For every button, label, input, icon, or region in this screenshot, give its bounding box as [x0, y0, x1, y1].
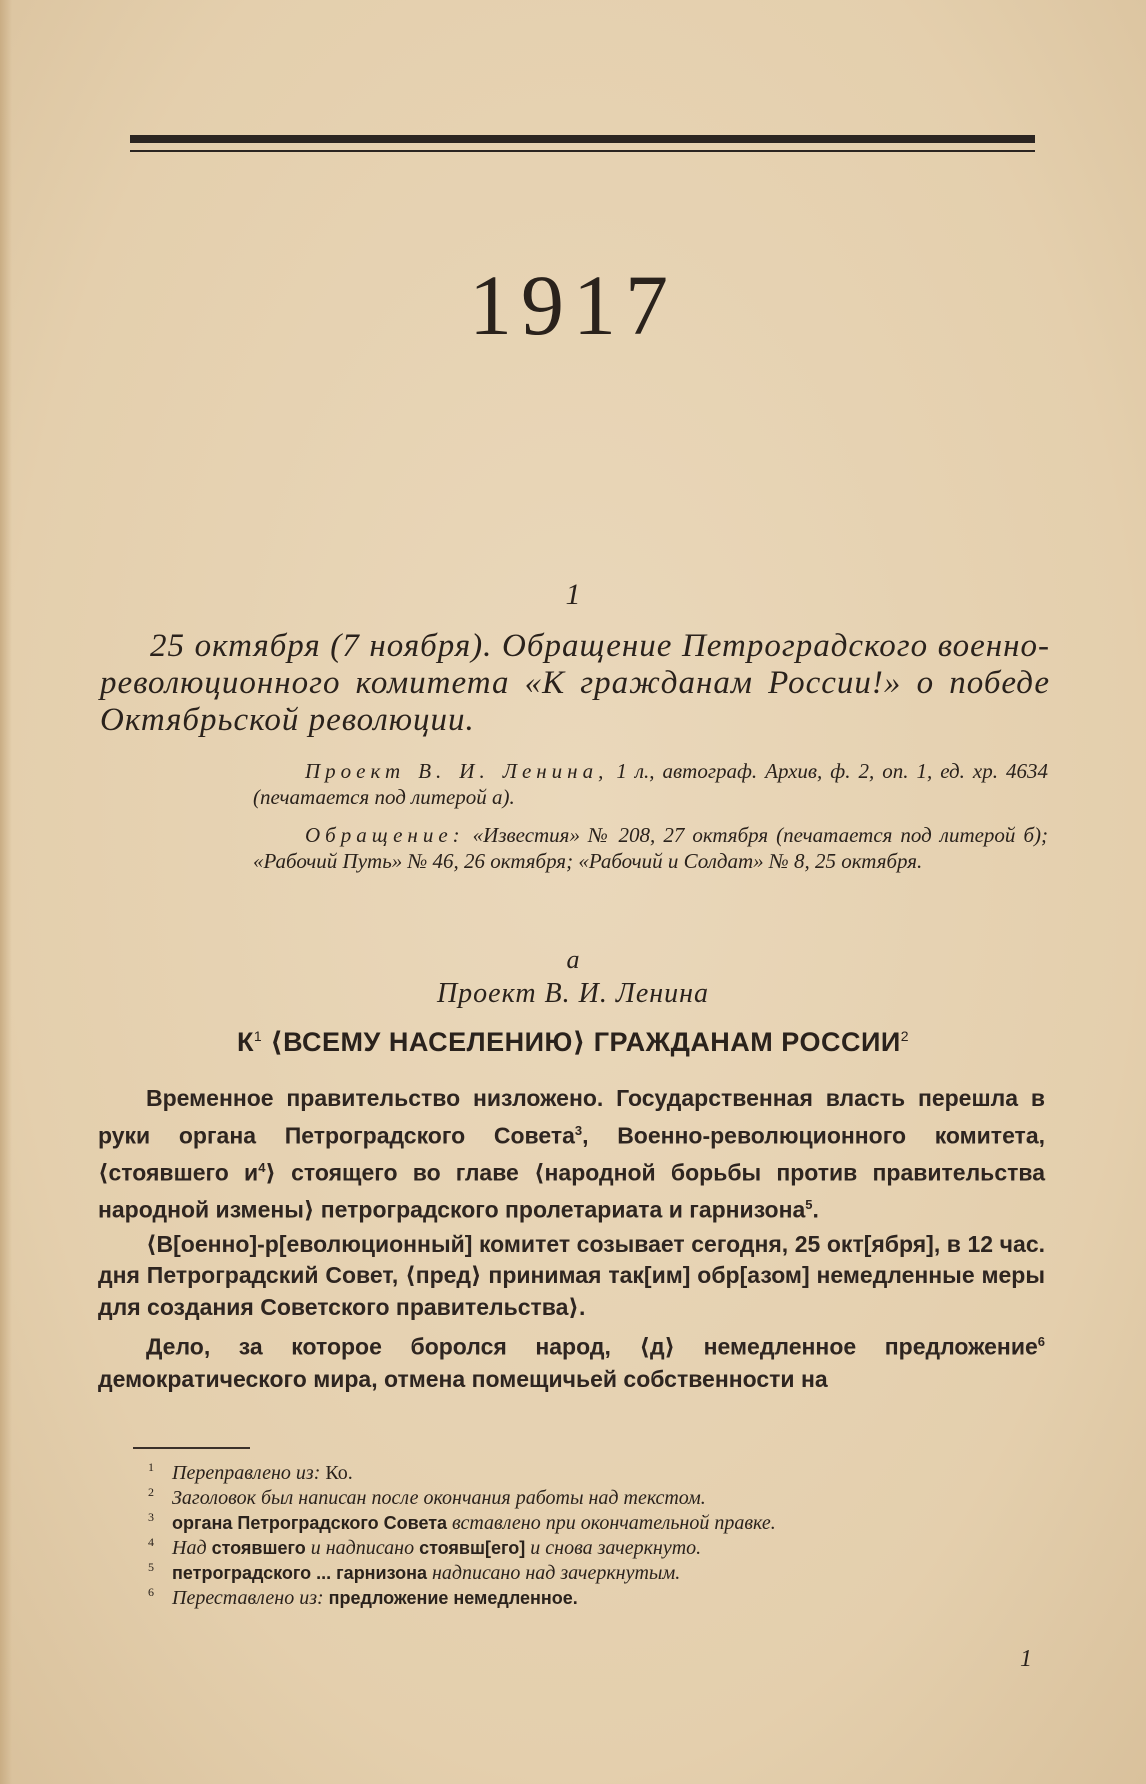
footnote-ref: 5 [805, 1196, 813, 1212]
document-number: 1 [565, 578, 581, 611]
footnote-number: 2 [148, 1485, 154, 1499]
source-lead: Проект В. И. Ленина, [305, 759, 609, 783]
footnote-text: и снова зачеркнуто. [530, 1537, 702, 1559]
footnote [148, 1511, 1048, 1536]
footnote [148, 1561, 1048, 1586]
footnote-text: петроградского ... гарнизона [172, 1563, 427, 1583]
page-number: 1 [1020, 1646, 1032, 1672]
footnote [148, 1461, 1048, 1486]
header-rule-thick [130, 135, 1035, 143]
heading-struck-text: ⟨ВСЕМУ НАСЕЛЕНИЮ⟩ [270, 1027, 586, 1057]
body-paragraph: ⟨В[оенно]-р[еволюционный] комитет созывает сегодня, 25 окт[ября], в 12 час. дня Петроградский Совет, ⟨пред⟩ принимая так[им] обр[азом] немедленные меры для создания Советского правительства⟩. [98, 1230, 1045, 1320]
heading-main: ГРАЖДАНАМ РОССИИ [593, 1027, 901, 1057]
footnotes [148, 1461, 1048, 1611]
document-title: 25 октября (7 ноября). Обращение Петроградского военно-революционного комитета «К гражданам России!» о победе Октябрьской революции. [100, 628, 1050, 738]
footnote-text: Переправлено из: [172, 1462, 321, 1484]
footnote [148, 1536, 1048, 1561]
footnote-number: 4 [148, 1535, 154, 1549]
heading-prefix: К [236, 1027, 254, 1057]
footnote-text: Заголовок был написан после окончания работы над текстом. [172, 1487, 706, 1509]
footnote-number: 3 [148, 1510, 154, 1524]
text-run: демократического мира, отмена помещичьей собственности на [98, 1365, 828, 1392]
body-paragraph [98, 1326, 1045, 1395]
footnote-text: стоявш[его] [414, 1538, 531, 1558]
source-rest: «Известия» № 208, 27 октября (печатается под литерой б); «Рабочий Путь» № 46, 26 октября; «Рабочий и Солдат» № 8, 25 октября. [253, 823, 1048, 873]
year-heading: 1917 [469, 257, 677, 353]
header-rule-thin [130, 150, 1035, 152]
footnote [148, 1586, 1048, 1611]
footnote-text: надписано над зачеркнутым. [427, 1562, 681, 1584]
source-lead: Обращение: [305, 823, 465, 847]
footnote-separator [133, 1447, 250, 1449]
address-heading [0, 1027, 1146, 1058]
footnote-text: вставлено при окончательной правке. [447, 1512, 776, 1534]
footnote-ref: 1 [253, 1028, 263, 1044]
footnote-number: 1 [148, 1460, 154, 1474]
text-run: Дело, за которое боролся народ, ⟨д⟩ немедленное предложение [146, 1334, 1038, 1361]
source-rest: 1 л., автограф. Архив, ф. 2, оп. 1, ед. хр. 4634 (печатается под литерой а). [253, 759, 1048, 809]
footnote-number: 5 [148, 1560, 154, 1574]
footnote-text: предложение немедленное. [323, 1588, 578, 1608]
footnote-text: стоявшего [206, 1538, 311, 1558]
text-run: , Военно-революционного комитета, ⟨стоявшего и [98, 1122, 1046, 1186]
footnote [148, 1486, 1048, 1511]
footnote-ref: 6 [1037, 1334, 1045, 1350]
source-note [253, 822, 1048, 874]
text-run: . [812, 1196, 819, 1223]
footnote-text: и надписано [310, 1537, 415, 1559]
footnote-text: Переставлено из: [172, 1587, 324, 1609]
footnote-ref: 3 [574, 1122, 583, 1138]
source-notes [253, 758, 1048, 886]
footnote-number: 6 [148, 1585, 154, 1599]
footnote-ref: 2 [900, 1028, 910, 1044]
source-note [253, 758, 1048, 810]
footnote-text: Ко. [320, 1462, 353, 1484]
footnote-text: органа Петроградского Совета [172, 1513, 448, 1533]
project-title: Проект В. И. Ленина [436, 978, 710, 1009]
text-run: Временное правительство низложено. Государственная власть перешла в руки органа Петроградского Совета [98, 1085, 1045, 1149]
footnote-ref: 4 [258, 1159, 266, 1175]
variant-letter: а [566, 945, 580, 974]
body-paragraph [98, 1083, 1045, 1226]
document-body [98, 1083, 1045, 1398]
footnote-text: Над [172, 1537, 207, 1559]
text-run: ⟩ стоящего во главе ⟨народной борьбы против правительства народной измены⟩ петроградского пролетариата и гарнизона [98, 1159, 1046, 1223]
